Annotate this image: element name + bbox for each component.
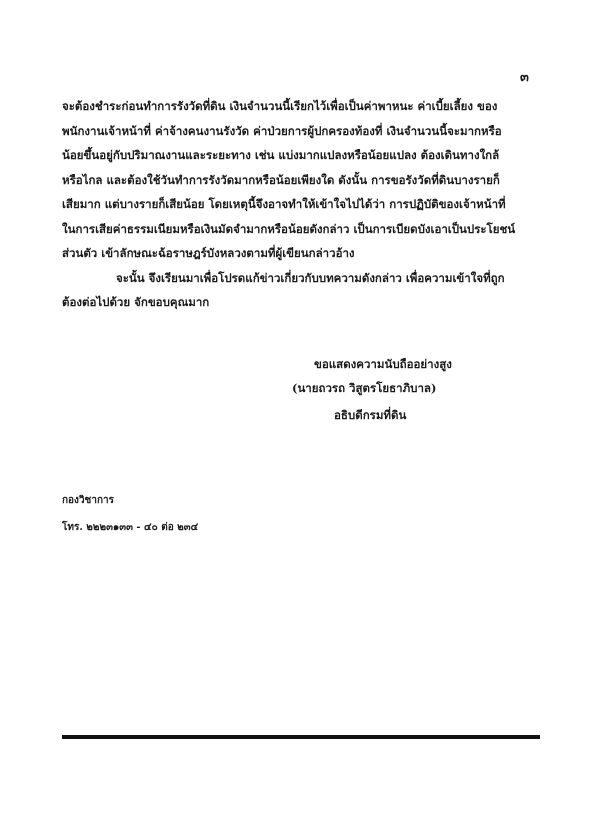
body-line: พนักงานเจ้าหน้าที่ ค่าจ้างคนงานรังวัด ค่าป่วยการผู้ปกครองท้องที่ เงินจำนวนนี้จะมากหรือ — [62, 123, 502, 138]
body-line: ส่วนตัว เข้าลักษณะฉ้อราษฎร์บังหลวงตามที่ผู้เขียนกล่าวอ้าง — [62, 246, 355, 260]
division-name: กองวิชาการ — [62, 495, 115, 506]
page-number: ๓ — [520, 70, 529, 85]
body-line: หรือไกล และต้องใช้วันทำการรังวัดมากหรือน้อยเพียงใด ดังนั้น การขอรังวัดที่ดินบางรายก็ — [62, 172, 500, 187]
salutation: ขอแสดงความนับถืออย่างสูง — [314, 357, 452, 371]
body-line: จะต้องชำระก่อนทำการรังวัดที่ดิน เงินจำนวนนี้เรียกไว้เพื่อเป็นค่าพาหนะ ค่าเบี้ยเลี้ยง ของ — [62, 99, 498, 113]
signer-name: (นายถวรถ วิสูตรโยธาภิบาล) — [292, 381, 437, 395]
body-line: ในการเสียค่าธรรมเนียมหรือเงินมัดจำมากหรือน้อยดังกล่าว เป็นการเบียดบังเอาเป็นประโยชน์ — [62, 221, 516, 236]
phone-number: โทร. ๒๒๒๓๑๓๓ - ๔๐ ต่อ ๒๓๔ — [62, 522, 199, 533]
bottom-rule — [62, 735, 540, 739]
letter-body — [62, 94, 542, 315]
closing-line: ต้องต่อไปด้วย จักขอบคุณมาก — [62, 295, 210, 309]
signer-position: อธิบดีกรมที่ดิน — [334, 408, 407, 422]
closing-line: จะนั้น จึงเรียนมาเพื่อโปรดแก้ข่าวเกี่ยวกับบทความดังกล่าว เพื่อความเข้าใจที่ถูก — [116, 270, 505, 285]
body-line: น้อยขึ้นอยู่กับปริมาณงานและระยะทาง เช่น แบ่งมากแปลงหรือน้อยแปลง ต้องเดินทางใกล้ — [62, 148, 500, 162]
body-line: เสียมาก แต่บางรายก็เสียน้อย โดยเหตุนี้จึงอาจทำให้เข้าใจไปได้ว่า การปฏิบัติของเจ้าหน้าที่ — [62, 197, 506, 211]
footer-contact — [62, 487, 198, 541]
